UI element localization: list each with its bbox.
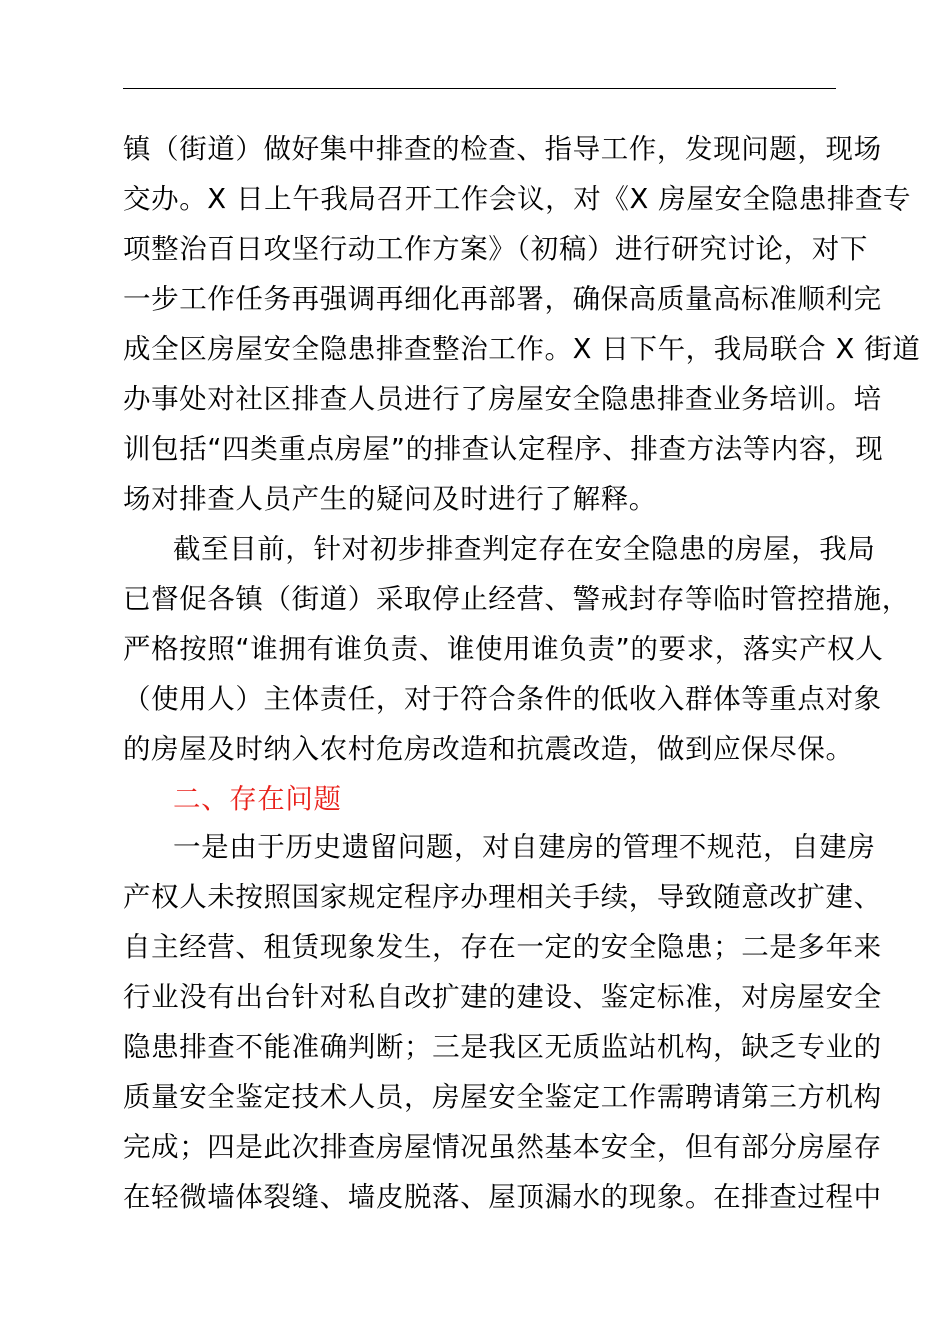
paragraph-line: 隐患排查不能准确判断；三是我区无质监站机构，缺乏专业的 xyxy=(123,1031,882,1063)
paragraph-line: 一是由于历史遗留问题，对自建房的管理不规范，自建房 xyxy=(173,831,876,863)
paragraph-line: 场对排查人员产生的疑问及时进行了解释。 xyxy=(123,483,657,515)
paragraph-line: 严格按照“谁拥有谁负责、谁使用谁负责”的要求，落实产权人 xyxy=(123,633,884,665)
paragraph-line: 交办。X 日上午我局召开工作会议，对《X 房屋安全隐患排查专 xyxy=(123,183,912,215)
paragraph-line: 质量安全鉴定技术人员，房屋安全鉴定工作需聘请第三方机构 xyxy=(123,1081,882,1113)
paragraph-line: 训包括“四类重点房屋”的排查认定程序、排查方法等内容，现 xyxy=(123,433,884,465)
paragraph-line: （使用人）主体责任，对于符合条件的低收入群体等重点对象 xyxy=(123,683,882,715)
paragraph-line: 截至目前，针对初步排查判定存在安全隐患的房屋，我局 xyxy=(173,533,876,565)
section-heading: 二、存在问题 xyxy=(173,783,342,815)
paragraph-line: 一步工作任务再强调再细化再部署，确保高质量高标准顺利完 xyxy=(123,283,882,315)
paragraph-line: 项整治百日攻坚行动工作方案》（初稿）进行研究讨论，对下 xyxy=(123,233,868,265)
paragraph-line: 办事处对社区排查人员进行了房屋安全隐患排查业务培训。培 xyxy=(123,383,882,415)
paragraph-line: 完成；四是此次排查房屋情况虽然基本安全，但有部分房屋存 xyxy=(123,1131,882,1163)
paragraph-line: 产权人未按照国家规定程序办理相关手续，导致随意改扩建、 xyxy=(123,881,882,913)
paragraph-line: 在轻微墙体裂缝、墙皮脱落、屋顶漏水的现象。在排查过程中 xyxy=(123,1181,882,1213)
paragraph-line: 镇（街道）做好集中排查的检查、指导工作，发现问题，现场 xyxy=(123,133,882,165)
paragraph-line: 的房屋及时纳入农村危房改造和抗震改造，做到应保尽保。 xyxy=(123,733,854,765)
paragraph-line: 行业没有出台针对私自改扩建的建设、鉴定标准，对房屋安全 xyxy=(123,981,882,1013)
paragraph-line: 自主经营、租赁现象发生，存在一定的安全隐患；二是多年来 xyxy=(123,931,882,963)
header-rule xyxy=(123,88,836,89)
paragraph-line: 已督促各镇（街道）采取停止经营、警戒封存等临时管控措施， xyxy=(123,583,910,615)
paragraph-line: 成全区房屋安全隐患排查整治工作。X 日下午，我局联合 X 街道 xyxy=(123,333,921,365)
